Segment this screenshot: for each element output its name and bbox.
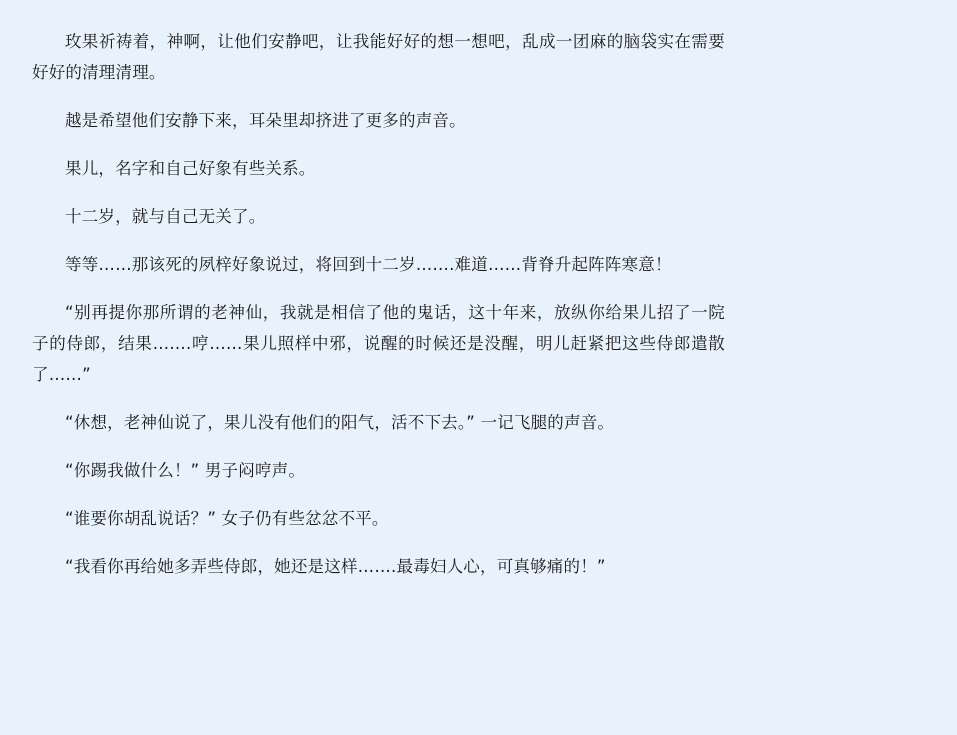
paragraph: “休想，老神仙说了，果儿没有他们的阳气，活不下去。” 一记飞腿的声音。 — [65, 413, 615, 432]
paragraph: 越是希望他们安静下来，耳朵里却挤进了更多的声音。 — [65, 111, 466, 130]
paragraph: 十二岁，就与自己无关了。 — [65, 207, 266, 226]
paragraph: 等等……那该死的夙梓好象说过，将回到十二岁…….难道……背脊升起阵阵寒意！ — [65, 255, 672, 274]
paragraph: 果儿，名字和自己好象有些关系。 — [65, 159, 316, 178]
paragraph: 玫果祈祷着，神啊，让他们安静吧，让我能好好的想一想吧，乱成一团麻的脑袋实在需要好好的清理清理。 — [32, 32, 725, 82]
paragraph: “谁要你胡乱说话？” 女子仍有些忿忿不平。 — [65, 509, 389, 528]
paragraph: “别再提你那所谓的老神仙，我就是相信了他的鬼话，这十年来，放纵你给果儿招了一院子的侍郎，结果…….哼……果儿照样中邪，说醒的时候还是没醒，明儿赶紧把这些侍郎遣散了……” — [32, 303, 725, 384]
paragraph: “你踢我做什么！” 男子闷哼声。 — [65, 461, 306, 480]
paragraph: “我看你再给她多弄些侍郎，她还是这样…….最毒妇人心，可真够痛的！” — [65, 557, 606, 576]
